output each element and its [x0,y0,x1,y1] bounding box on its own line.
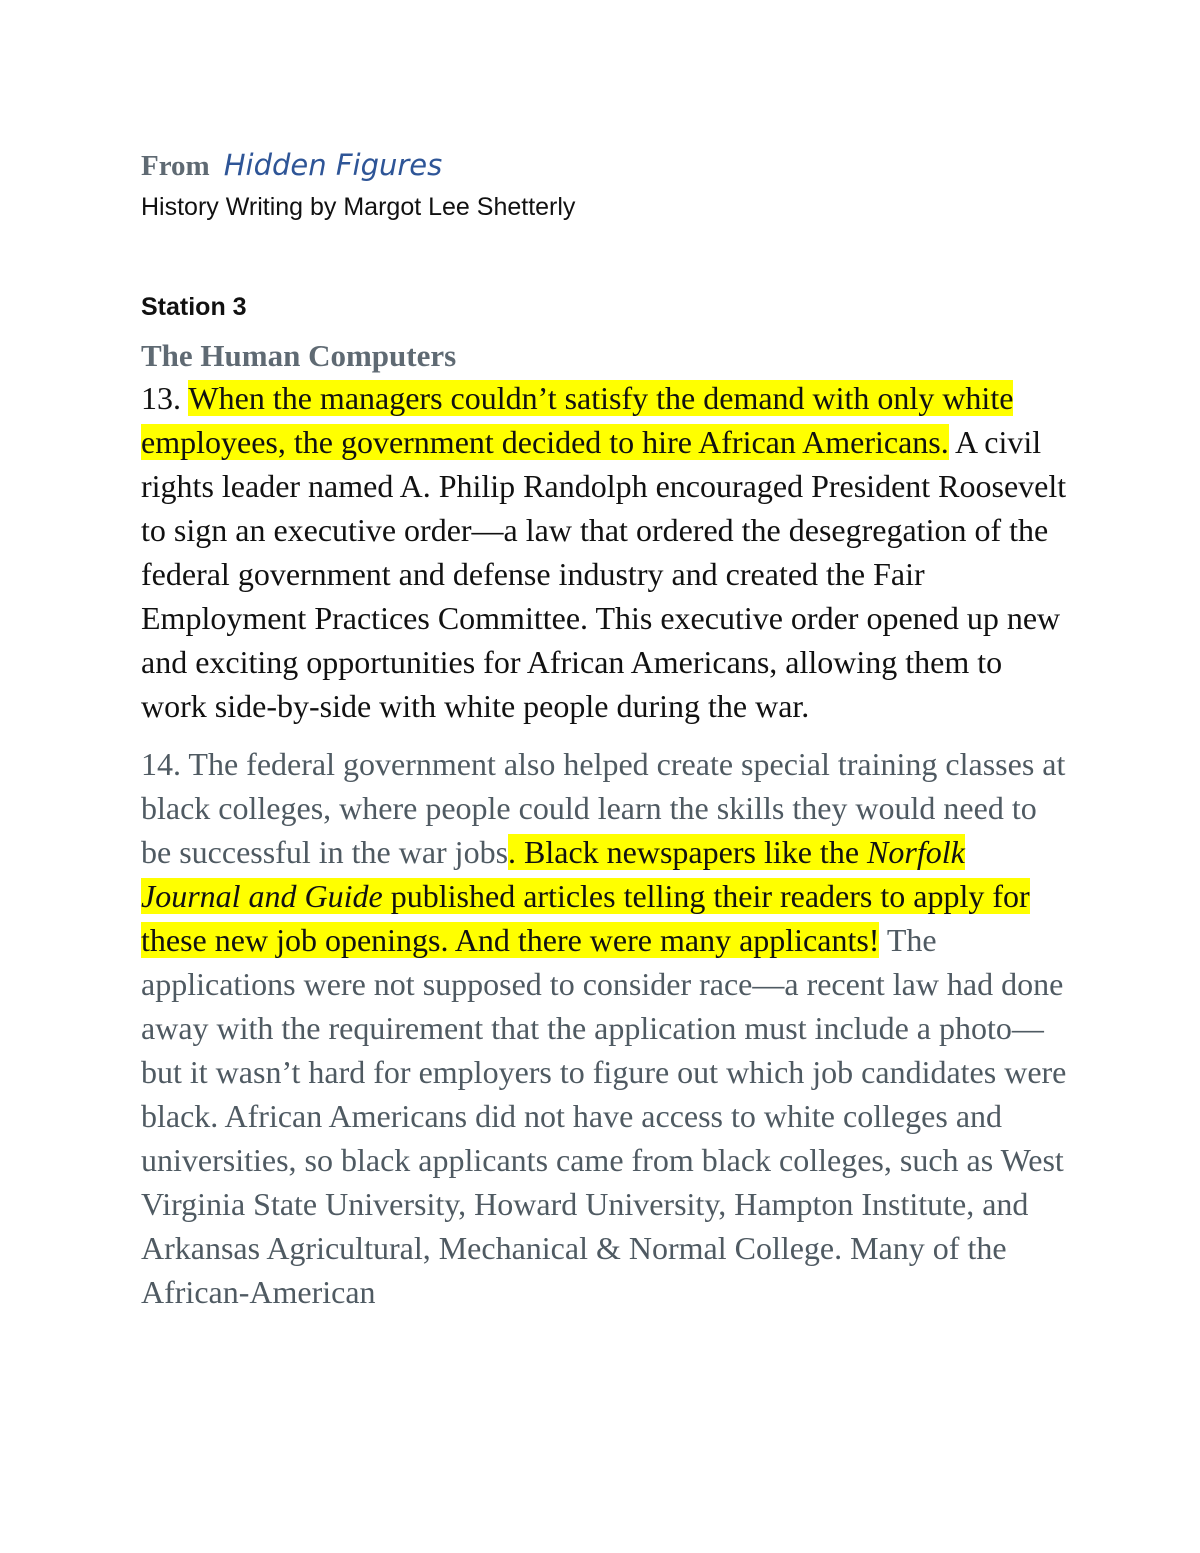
paragraph-13-number: 13. [141,380,181,416]
byline: History Writing by Margot Lee Shetterly [141,193,576,221]
highlighted-text: . Black newspapers like the [508,834,868,870]
document-page [141,140,1071,1314]
highlighted-text: When the managers couldn’t satisfy the demand with only white employees, the government decided to hire African Americans. [141,380,1014,460]
station-label: Station 3 [141,293,247,321]
paragraph-13-text: A civil rights leader named A. Philip Randolph encouraged President Roosevelt to sign an executive order—a law that ordered the desegregation of the federal government and defense industry and created the Fair Employment Practices Committee. This executive order opened up new and exciting opportunities for African Americans, allowing them to work side-by-side with white people during the war. [141,424,1067,724]
from-label: From [141,150,210,182]
newspaper-title: Norfolk Journal and Guide [141,834,965,914]
book-title: Hidden Figures [223,148,443,182]
section-title: The Human Computers [141,338,457,373]
highlighted-text: published articles telling their readers to apply for these new job openings. And there were many applicants! [141,878,1030,958]
paragraph-14-text: The applications were not supposed to consider race—a recent law had done away with the requirement that the application must include a photo—but it wasn’t hard for employers to figure out which job candidates were black. African Americans did not have access to white colleges and universities, so black applicants came from black colleges, such as West Virginia State University, Howard University, Hampton Institute, and Arkansas Agricultural, Mechanical & Normal College. Many of the African-American [141,922,1067,1310]
paragraph-14 [141,742,1071,1314]
paragraph-14-intro: 14. The federal government also helped create special training classes at black colleges, where people could learn the skills they would need to be successful in the war jobs [141,746,1066,870]
paragraph-13 [141,376,1071,728]
source-line [141,140,1071,190]
